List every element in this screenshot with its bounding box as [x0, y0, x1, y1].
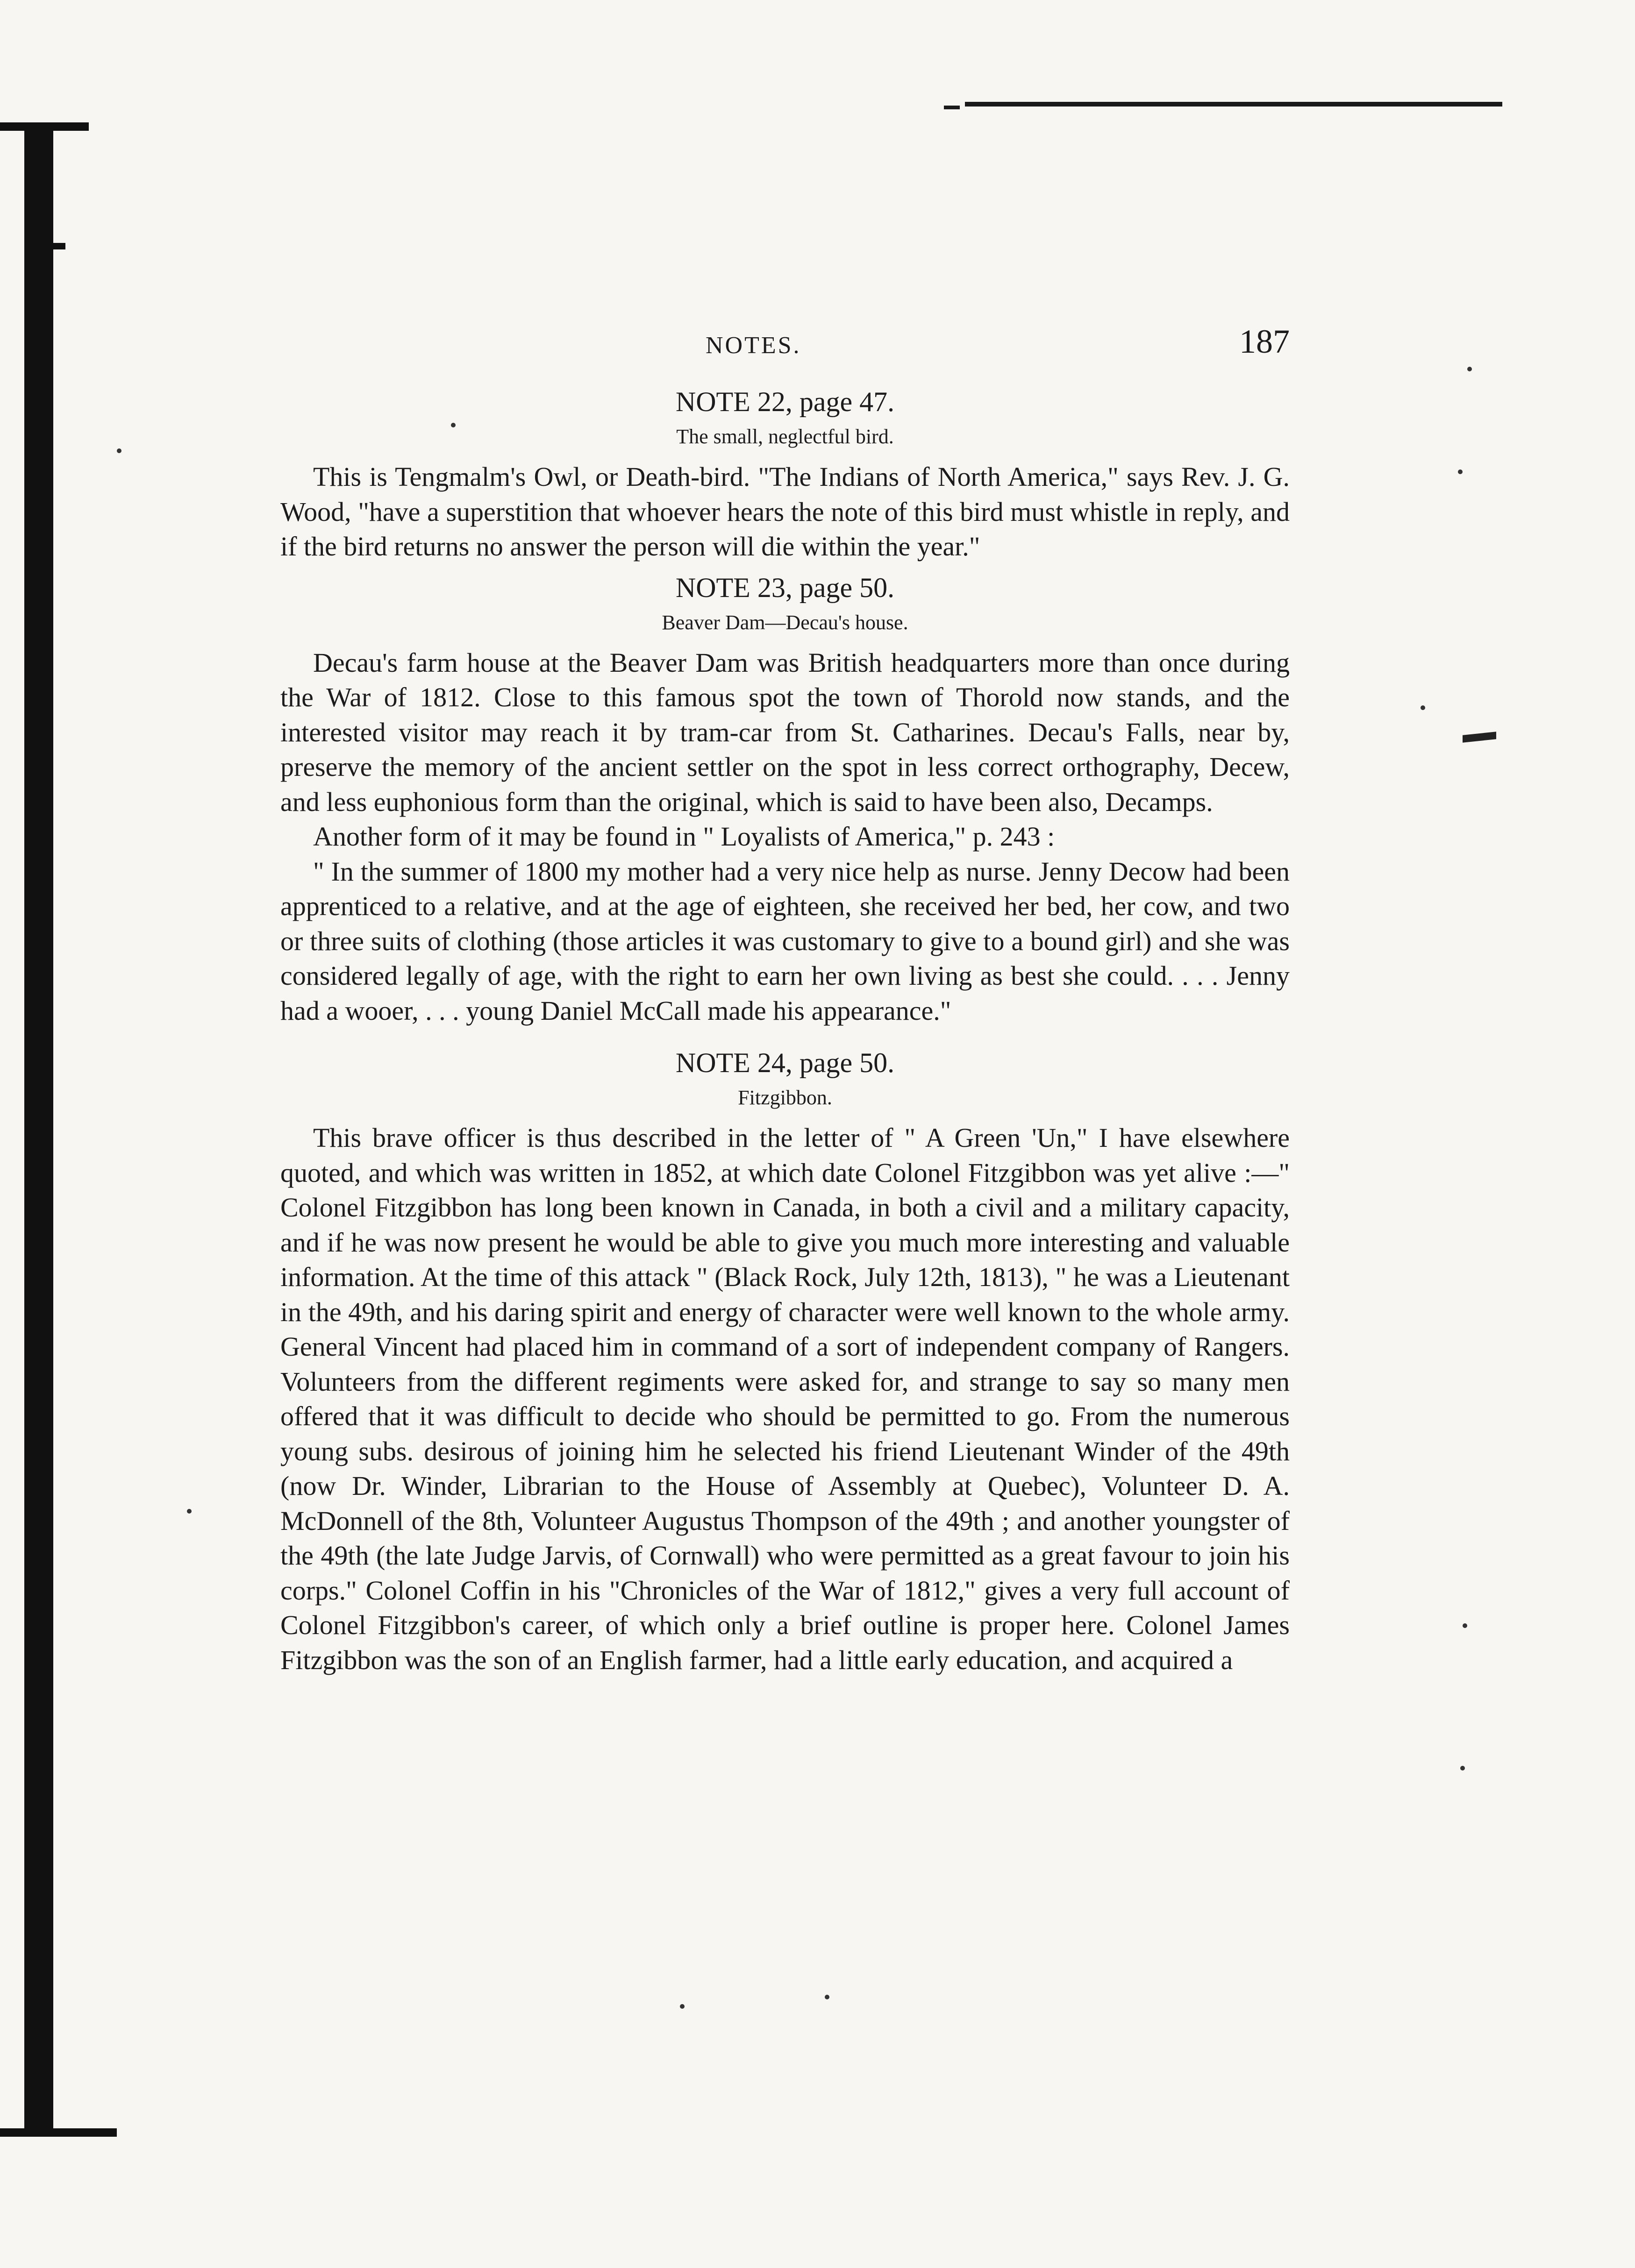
paragraph: Another form of it may be found in " Loyalists of America," p. 243 :	[313, 821, 1055, 852]
note-subheading: Beaver Dam—Decau's house.	[662, 611, 908, 634]
binding-tick-mark	[51, 243, 65, 249]
margin-mark	[1463, 732, 1496, 743]
scan-speck	[1458, 469, 1463, 474]
note-heading: NOTE 22, page 47.	[675, 386, 895, 417]
note-22	[280, 383, 1290, 564]
binding-edge-bottom	[0, 2128, 117, 2137]
note-heading: NOTE 24, page 50.	[675, 1047, 895, 1078]
note-subheading: The small, neglectful bird.	[676, 425, 894, 448]
note-subheading: Fitzgibbon.	[738, 1086, 832, 1109]
binding-edge	[24, 126, 53, 2133]
scan-speck	[117, 448, 121, 453]
scan-speck	[1467, 367, 1472, 371]
quoted-paragraph: " In the summer of 1800 my mother had a very nice help as nurse. Jenny Decow had been apprenticed to a relative, and at the age of eighteen, she received her bed, her cow, and two or three suits of clothing (those articles it was customary to give to a bound girl) and she was considered legally of age, with the right to earn her own living as best she could. . . . Jenny had a wooer, . . . young Daniel McCall made his appearance."	[280, 856, 1290, 1026]
paragraph: This is Tengmalm's Owl, or Death-bird. "The Indians of North America," says Rev. J. G. Wood, "have a superstition that whoever hears the note of this bird must whistle in reply, and if the bird returns no answer the person will die within the year."	[280, 462, 1290, 562]
scan-speck	[1460, 1766, 1465, 1770]
paragraph: This brave officer is thus described in the letter of " A Green 'Un," I have elsewhere quoted, and which was written in 1852, at which date Colonel Fitzgibbon was yet alive :—" Colonel Fitzgibbon has long been known in Canada, in both a civil and a military capacity, and if he was now present he would be able to give you much more interesting and valuable information. At the time of this attack " (Black Rock, July 12th, 1813), " he was a Lieutenant in the 49th, and his daring spirit and energy of character were well known to the whole army. General Vincent had placed him in command of a sort of independent company of Rangers. Volunteers from the different regiments were asked for, and strange to say so many men offered that it was difficult to decide who should be permitted to go. From the numerous young subs. desirous of joining him he selected his friend Lieutenant Winder of the 49th (now Dr. Winder, Librarian to the House of Assembly at Quebec), Volunteer D. A. McDonnell of the 8th, Volunteer Augustus Thompson of the 49th ; and another youngster of the 49th (the late Judge Jarvis, of Cornwall) who were permitted as a great favour to join his corps." Colonel Coffin in his "Chronicles of the War of 1812," gives a very full account of Colonel Fitzgibbon's career, of which only a brief outline is proper here. Colonel James Fitzgibbon was the son of an English farmer, had a little early education, and acquired a	[280, 1123, 1290, 1675]
page-number: 187	[1239, 323, 1290, 360]
scan-speck	[1421, 705, 1425, 710]
page-body	[280, 383, 1290, 1682]
scan-speck	[680, 2004, 685, 2009]
scan-speck	[187, 1509, 192, 1514]
page-header	[280, 322, 1290, 364]
note-23	[280, 569, 1290, 1029]
running-head: NOTES.	[706, 332, 801, 359]
note-heading: NOTE 23, page 50.	[675, 572, 895, 603]
scan-speck	[825, 1995, 829, 1999]
scan-speck	[1463, 1623, 1467, 1628]
scan-rule-fragment	[944, 106, 960, 109]
paragraph: Decau's farm house at the Beaver Dam was British headquarters more than once during the War of 1812. Close to this famous spot the town of Thorold now stands, and the interested visitor may reach it by tram-car from St. Catharines. Decau's Falls, near by, preserve the memory of the ancient settler on the spot in less correct orthography, Decew, and less euphonious form than the original, which is said to have been also, Decamps.	[280, 647, 1290, 817]
note-24	[280, 1044, 1290, 1678]
scan-top-rule	[965, 102, 1502, 107]
